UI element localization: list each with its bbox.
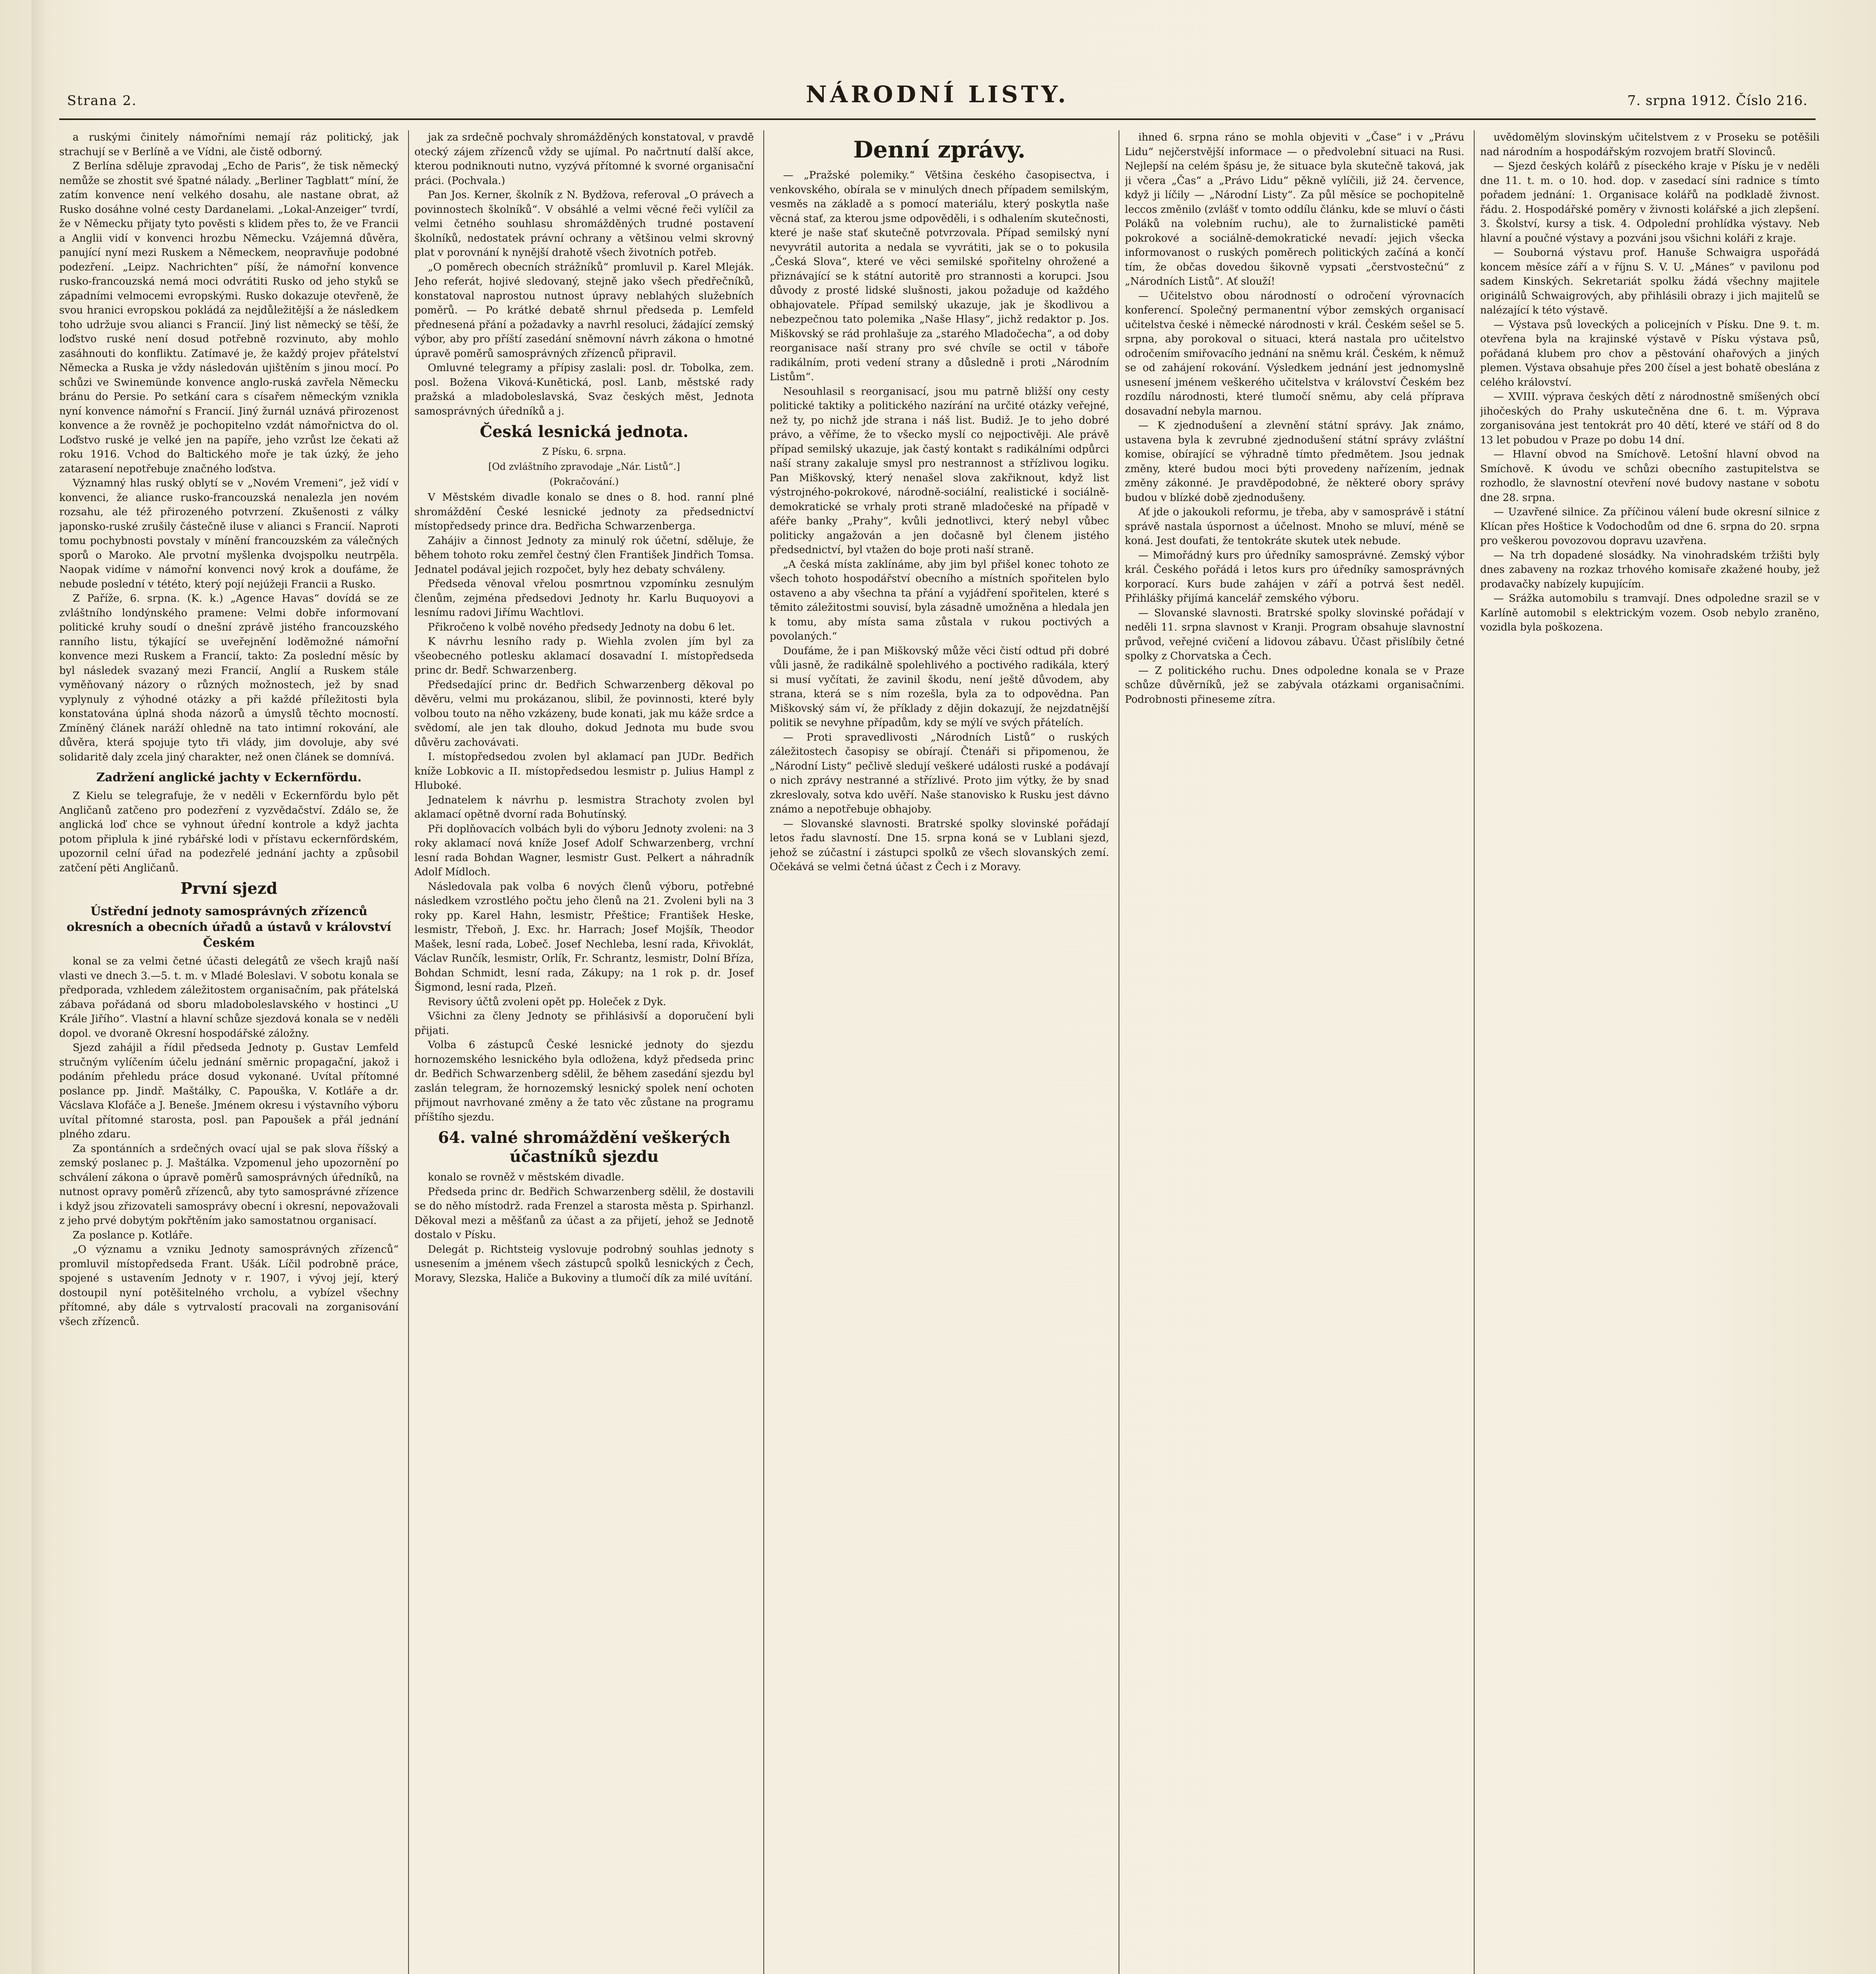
article-headline: Zadržení anglické jachty v Eckernfördu. xyxy=(96,771,362,784)
article-paragraph: — Z politického ruchu. Dnes odpoledne konala se v Praze schůze důvěrníků, jež se zabývala otázkami organisačními. Podrobnosti přineseme zítra. xyxy=(1125,664,1464,706)
article-paragraph: konalo se rovněž v městském divadle. xyxy=(428,1171,624,1183)
article-paragraph: Všichni za členy Jednoty se přihlásivší a doporučení byli přijati. xyxy=(414,1010,754,1037)
column-4 xyxy=(1125,130,1464,1974)
article-paragraph: Ať jde o jakoukoli reformu, je třeba, aby v samosprávě i státní správě nastala úspornost a účelnost. Mnoho se mluví, méně se koná. Jest doufati, že tentokráte skutek utek nebude. xyxy=(1125,506,1464,547)
article-paragraph: Předseda věnoval vřelou posmrtnou vzpomínku zesnulým členům, zejména předsedovi Jednoty hr. Karlu Buquoyovi a lesnímu radovi Jiřímu Wachtlovi. xyxy=(414,578,754,619)
article-paragraph: Významný hlas ruský oblytí se v „Novém Vremeni“, jež vidí v konvenci, že aliance rusko-francouzská nenalezla jen novém rozsahu, ale též přirozeného potvrzení. Zkušenosti z války japonsko-ruské zrušily částečně iluse v alianci s Francií. Naproti tomu pochybnosti povstaly v mínění francouzském za válečných sporů o Maroko. Ale prvotní myšlenka dvojspolku neutrpěla. Naopak vidíme v námořní konvenci nový krok a doufáme, že nebude poslední v tététo, který pojí nejúžeji Francii a Rusko. xyxy=(59,477,399,590)
article-paragraph: Z Paříže, 6. srpna. (K. k.) „Agence Havas“ dovídá se ze zvláštního londýnského pramene: Velmi dobře informovaní politické kruhy soudí o dnešní zprávě jistého francouzského ranního listu, týkající se uveřejnění loděmožné námořní konvence mezi Ruskem a Francií, takto: Za poslední měsíc by byl následek svazaný mezi Francií, Anglií a Ruskem stále vyměňovaný názory o různých možnostech, jež by snad vyplynuly z výhodné otázky a při každé příležitosti byla konstatována úplná shoda názorů a úmyslů těchto mocností. Zmíněný článek naráží ohledně na tato intimní rokování, ale důvěra, která spojuje tyto tři vlády, jim dovoluje, aby své solidaritě daly zcela jiný charakter, než onen článek se domnívá. xyxy=(59,593,399,763)
article-paragraph: Volba 6 zástupců České lesnické jednoty do sjezdu hornozemského lesnického byla odložena, když předseda princ dr. Bedřich Schwarzenberg sdělil, že během zasedání sjezdu byl zaslán telegram, že hornozemský lesnický spolek není ochoten přijmout navrhované změny a že tato věc zůstane na programu příštího sjezdu. xyxy=(414,1039,754,1123)
article-paragraph: I. místopředsedou zvolen byl aklamací pan JUDr. Bedřich kníže Lobkovic a II. místopředsedou lesmistr p. Julius Hampl z Hluboké. xyxy=(414,751,754,792)
header-rule xyxy=(59,118,1816,120)
article-paragraph: — Výstava psů loveckých a policejních v Písku. Dne 9. t. m. otevřena byla na krajinské výstavě v Písku výstava psů, pořádaná klubem pro chov a pěstování ohařových a jiných plemen. Výstava obsahuje přes 200 čísel a jest bohatě obeslána z celého království. xyxy=(1480,319,1820,388)
article-paragraph: — Učitelstvo obou národností o odročení výrovnacích konferencí. Společný permanentní výbor zemských organisací učitelstva české i německé národnosti v král. Českém sešel se 5. srpna, aby porokoval o situaci, která nastala pro učitelstvo odročením smiřovacího jednání na sněmu král. Českém, k němuž se od zahájení rokování. Výsledkem jednání jest jednomyslně usnesení jménem veškerého učitelstva v království Českém bez rozdílu národnosti, které tlumočí sněmu, aby celá příprava dosavadní nebyla marnou. xyxy=(1125,290,1464,417)
column-divider xyxy=(1474,130,1475,1974)
article-paragraph: — Uzavřené silnice. Za příčinou válení bude okresní silnice z Klícan přes Hoštice k Vodochodům od dne 6. srpna do 20. srpna pro veškerou povozovou dopravu uzavřena. xyxy=(1480,506,1820,547)
article-paragraph: Za spontánních a srdečných ovací ujal se pak slova říšský a zemský poslanec p. J. Maštálka. Vzpomenul jeho upozornění po schválení zákona o úpravě poměrů samosprávných úředníků, na nutnost opravy poměrů zřízenců, aby tyto samosprávné zřízence i když jsou zřizovateli samosprávy obecní i okresní, nepovažovali z jeho prvé dobytým pokřtěním jako samostatnou organisací. xyxy=(59,1143,399,1227)
article-paragraph: — Sjezd českých kolářů z píseckého kraje v Písku je v neděli dne 11. t. m. o 10. hod. dop. v zasedací síni radnice s tímto pořadem jednání: 1. Organisace kolářů na podkladě živnost. řádu. 2. Hospodářské poměry v živnosti kolářské a jich zlepšení. 3. Školství, kursy a tisk. 4. Odpolední prohlídka výstavy. Neb hlavní a poučné výstavy a pozváni jsou všichni koláři z kraje. xyxy=(1480,160,1820,244)
article-paragraph: ihned 6. srpna ráno se mohla objeviti v „Čase“ i v „Právu Lidu“ nejčerstvější informace — o předvolební situaci na Rusi. Nejlepší na celém špásu je, že situace byla skutečně taková, jak ji včera „Čas“ a „Právo Lidu“ pěkně vylíčili, již 24. července, když ji líčily — „Národní Listy“. Za půl měsíce se pochopitelně leccos změnilo (zvlášť v tomto oddílu článku, kde se mluví o části Poláků na volebním ruchu), ale to žurnalistické paměti pokrokové a sociálně-demokratické nevadí: jejich všecka informovanost o ruských poměrech politických začíná a končí tím, že občas dovedou šikovně vypsati „čerstvostečnú“ z „Národních Listů“. Ať slouží! xyxy=(1125,131,1464,287)
article-paragraph: — Hlavní obvod na Smíchově. Letošní hlavní obvod na Smíchově. K úvodu ve schůzi obecního zastupitelstva se rozhodlo, že slavnostní otevření nové budovy nastane v sobotu dne 28. srpna. xyxy=(1480,448,1820,504)
article-paragraph: Doufáme, že i pan Miškovský může věci čistí odtud při dobré vůli jasně, že radikálně spolehlivého a poctivého radikála, který si musí vyčítati, že zavinil škodu, není ještě důvodem, aby strana, která se s ním rozešla, byla za to odpovědna. Pan Miškovský sám ví, že příklady z dějin dokazují, že nejzdatnější politik se nevyhne případům, kdy se mýlí ve svých přátelích. xyxy=(770,645,1109,729)
article-paragraph: — Mimořádný kurs pro úředníky samosprávné. Zemský výbor král. Českého pořádá i letos kurs pro úředníky samosprávných korporací. Kurs bude zahájen v září a potrvá šest neděl. Přihlášky přijímá kancelář zemského výboru. xyxy=(1125,549,1464,604)
column-3 xyxy=(770,130,1109,1974)
page-header xyxy=(59,59,1816,114)
article-paragraph: — XVIII. výprava českých dětí z národnostně smíšených obcí jihočeských do Prahy uskutečněna dne 6. t. m. Výprava zorganisována jest tentokrát pro 40 dětí, které ve stáří od 8 do 13 let pobudou v Praze po dobu 14 dní. xyxy=(1480,391,1820,446)
article-paragraph: V Městském divadle konalo se dnes o 8. hod. ranní plné shromáždění České lesnické jednoty za předsednictví místopředsedy prince dra. Bedřicha Schwarzenberga. xyxy=(414,492,754,532)
issue-date: 7. srpna 1912. Číslo 216. xyxy=(1627,93,1808,109)
article-paragraph: Zahájiv a činnost Jednoty za minulý rok účetní, sděluje, že během tohoto roku zemřel čestný člen František Jindřich Tomsa. Jednatel podával jejich rozpočet, byly hez debaty schváleny. xyxy=(414,535,754,576)
article-paragraph: — Slovanské slavnosti. Bratrské spolky slovinské pořádají letos řadu slavností. Dne 15. srpna koná se v Lublani sjezd, jehož se zúčastní i zástupci spolků ze všech slovanských zemí. Očekává se velmi četná účast z Čech i z Moravy. xyxy=(770,818,1109,873)
section-heading: Denní zprávy. xyxy=(853,136,1026,163)
article-paragraph: Pan Jos. Kerner, školník z N. Bydžova, referoval „O právech a povinnostech školníků“. V obsáhlé a velmi věcné řeči vylíčil za velmi četného souhlasu shromážděných trudné postavení školníků, nedostatek právní ochrany a většinou velmi skrovný plat v porovnání k nynější drahotě všech životních potřeb. xyxy=(414,189,754,259)
article-paragraph: Delegát p. Richtsteig vyslovuje podrobný souhlas jednoty s usnesením a jménem všech zástupců spolků lesnických z Čech, Moravy, Slezska, Haliče a Bukoviny a tlumočí dík za milé uvítání. xyxy=(414,1243,754,1284)
article-paragraph: Z Kielu se telegrafuje, že v neděli v Eckernfördu bylo pět Angličanů zatčeno pro podezření z vyzvědačství. Zdálo se, že anglická loď chce se vyhnout úřední kontrole a když jachta potom připlula k jiné rybářské lodi v přístavu eckernfördském, upozornil celní úřad na podezřelé jednání jachty a způsobil zatčení pěti Angličanů. xyxy=(59,790,399,874)
page-fold-shadow xyxy=(32,0,47,1974)
article-paragraph: Při doplňovacích volbách byli do výboru Jednoty zvoleni: na 3 roky aklamací nová kníže Josef Adolf Schwarzenberg, vrchní lesní rada Bohdan Wagner, lesmistr Gust. Pelkert a náhradník Adolf Mídloch. xyxy=(414,823,754,878)
article-paragraph: „A česká místa zaklínáme, aby jim byl přišel konec tohoto ze všech tohoto hospodářství obecního a místních spořitelen bylo ostaveno a aby všechna ta přání a vyjádření spořitelen, které s těmito záležitostmi souvisí, byla zásadně umožněna a hledala jen k tomu, aby místa sama zůstala v rukou poctivých a povolaných.“ xyxy=(770,558,1109,642)
article-subline: Z Písku, 6. srpna. xyxy=(542,446,626,457)
article-paragraph: Sjezd zahájil a řídil předseda Jednoty p. Gustav Lemfeld stručným vylíčením účelu jednání směrnic propagační, jakož i podáním přehledu práce dosud vykonané. Uvítal přítomné poslance pp. Jindř. Maštálky, C. Papouška, V. Kotláře a dr. Vácslava Klofáče a J. Beneše. Jménem okresu i výstavního výboru uvítal přítomné starosta, posl. pan Papoušek a přál jednání plného zdaru. xyxy=(59,1042,399,1140)
article-paragraph: — Na trh dopadené slosádky. Na vinohradském tržišti byly dnes zabaveny na rozkaz trhového komisaře zkažené houby, jež prodavačky nabízely kupujícím. xyxy=(1480,549,1820,590)
column-1 xyxy=(59,130,399,1974)
article-paragraph: Omluvné telegramy a přípisy zaslali: posl. dr. Tobolka, zem. posl. Božena Viková-Kunětická, posl. Lanb, městské rady pražská a mladoboleslavská, Svaz českých měst, Jednota samosprávných úředníků a j. xyxy=(414,362,754,417)
article-paragraph: jak za srdečně pochvaly shromážděných konstatoval, v pravdě otecký zájem zřízenců vždy se ujímal. Po načrtnutí další akce, kterou podniknouti nutno, vyzývá přítomné k svorné organisační práci. (Pochvala.) xyxy=(414,131,754,187)
article-paragraph: — Srážka automobilu s tramvají. Dnes odpoledne srazil se v Karlíně automobil s elektrickým vozem. Osob nebylo zraněno, vozidla byla poškozena. xyxy=(1480,593,1820,633)
article-paragraph: „O významu a vzniku Jednoty samosprávných zřízenců“ promluvil místopředseda Frant. Ušák. Líčil podrobně práce, spojené s ustavením Jednoty v r. 1907, i vývoj její, který dostoupil nyní potěšitelného vrcholu, a vybízel všechny přítomné, aby dále s vytrvalostí pracovali na zorganisování všech zřízenců. xyxy=(59,1244,399,1328)
column-divider xyxy=(408,130,409,1974)
column-5 xyxy=(1480,130,1820,1974)
page-number: Strana 2. xyxy=(67,93,137,109)
column-divider xyxy=(763,130,764,1974)
article-title: První sjezd xyxy=(180,879,277,898)
article-paragraph: Jednatelem k návrhu p. lesmistra Strachoty zvolen byl aklamací opětně dvorní rada Bohutínský. xyxy=(414,794,754,820)
article-paragraph: Za poslance p. Kotláře. xyxy=(73,1229,193,1241)
article-paragraph: — Souborná výstavu prof. Hanuše Schwaigra uspořádá koncem měsíce září a v říjnu S. V. U. „Mánes“ v pavilonu pod sadem Kinských. Sekretariát spolku žádá všechny majitele originálů Schwaigrových, aby přihlásili obrazy i jich majitelů se nalézající k této výstavě. xyxy=(1480,247,1820,316)
article-subline: (Pokračování.) xyxy=(549,476,619,487)
article-paragraph: Přikročeno k volbě nového předsedy Jednoty na dobu 6 let. xyxy=(428,621,735,633)
article-headline: Ústřední jednoty samosprávných zřízenců okresních a obecních úřadů a ústavů v království Českém xyxy=(66,904,392,950)
article-paragraph: — Proti spravedlivosti „Národních Listů“ o ruských záležitostech časopisy se obírají. Čtenáři si připomenou, že „Národní Listy“ pečlivě sledují veškeré události ruské a podávají o nich zprávy nestranné a střízlivé. Proto jim výtky, že by snad zkreslovaly, sotva kdo uvěří. Naše stanovisko k Rusku jest dávno známo a nepotřebuje obhajoby. xyxy=(770,731,1109,815)
article-paragraph: Následovala pak volba 6 nových členů výboru, potřebné následkem vzrostlého počtu jeho členů na 21. Zvoleni byli na 3 roky pp. Karel Hahn, lesmistr, Přeštice; František Heske, lesmistr, Třeboň, J. Exc. hr. Harrach; Josef Mojšík, Theodor Mašek, lesní rada, Lobeč. Josef Nechleba, lesní rada, Křivoklát, Václav Runčík, lesmistr, Orlík, Fr. Schrantz, lesmistr, Dolní Bříza, Bohdan Schmidt, lesní rada, Zákupy; na 1 rok p. dr. Josef Šigmond, lesní rada, Plzeň. xyxy=(414,880,754,993)
article-paragraph: uvědomělým slovinským učitelstvem z v Proseku se potěšili nad národním a hospodářským rozvojem bratří Slovinců. xyxy=(1480,131,1820,158)
article-paragraph: „O poměrech obecních strážníků“ promluvil p. Karel Mleják. Jeho referát, hojivé sledovaný, stejně jako všech předřečníků, konstatoval naprostou nutnost úpravy neblahých služebních poměrů. — Po krátké debatě shrnul předseda p. Lemfeld přednesená přání a požadavky a navrhl resoluci, žádající zemský výbor, aby pro příští zasedání sněmovní návrh zákona o hmotné úpravě poměrů samosprávných zřízenců připravil. xyxy=(414,261,754,360)
article-subline: [Od zvláštního zpravodaje „Nár. Listů“.] xyxy=(488,461,680,472)
article-paragraph: Nesouhlasil s reorganisací, jsou mu patrně bližší ony cesty politické taktiky a politického nazírání na určité otázky veřejné, než ty, po nichž jde strana i náš list. Budiž. Je to jeho dobré právo, a věříme, že to všecko myslí co nejpoctivěji. Ale právě případ semilský ukazuje, jak častý kontakt s radikálními odpůrci naší strany zakaluje smysl pro nestrannost a střízlivou logiku. Pan Miškovský, který nenašel slova zakřiknout, když list výstrojného-pokrokové, národně-sociální, realistické i sociálně-demokratické se vrhaly proti straně mladočeské na případě v aféře banky „Prahy“, kvůli jednotlivci, který nebyl vůbec politicky angažován a jen dočasně byl členem jistého předsednictví, byl vtažen do boje proti naší straně. xyxy=(770,385,1109,556)
article-paragraph: — Slovanské slavnosti. Bratrské spolky slovinské pořádají v neděli 11. srpna slavnost v Kranji. Program obsahuje slavnostní průvod, veřejné cvičení a lidovou zábavu. Účast přislíbily četné spolky z Chorvatska a Čech. xyxy=(1125,607,1464,662)
masthead-title: NÁRODNÍ LISTY. xyxy=(806,81,1069,108)
article-title: Česká lesnická jednota. xyxy=(480,422,689,441)
article-paragraph: K návrhu lesního rady p. Wiehla zvolen jím byl za všeobecného potlesku aklamací dosavadní I. místopředseda princ dr. Bedř. Schwarzenberg. xyxy=(414,636,754,676)
column-2 xyxy=(414,130,754,1974)
article-paragraph: Z Berlína sděluje zpravodaj „Echo de Paris“, že tisk německý nemůže se zhostit své špatné nálady. „Berliner Tagblatt“ míní, že zatím konvence není velkého dosahu, ale nastane obrat, až Rusko dosáhne volné cesty Dardanelami. „Lokal-Anzeiger“ tvrdí, že v Německu přijaty tyto pověsti s klidem přes to, že ve Francii a Anglii vidí v konvenci hrozbu Německu. Vzájemná důvěra, panující nyní mezi Ruskem a Německem, neopravňuje podobné podezření. „Leipz. Nachrichten“ píší, že námořní konvence rusko-francouzská nemá moci odvrátiti Rusko od jeho styků se západními velmocemi evropskými. Rusko dokazuje otevřeně, že svou hranici evropskou pokládá za nejdůležitější a že následkem toho udržuje svou alianci s Francií. Jiný list německý se těší, že loďstvo ruské není dosud potřebně rozvinuto, aby mohlo zasáhnouti do konfliktu. Zatímavé je, že každý projev přátelství Německa a Ruska je vždy následován ujištěním s jinou mocí. Po schůzi ve Swinemünde konvence anglo-ruská zavřela Německu bránu do Persie. Po setkání cara s císařem německým vznikla nyní konvence námořní s Francií. Jiný žurnál uznává přirozenost konvence a že rovněž je pochopitelno vzdát námořnictva do ol. Loďstvo ruské je velké jen na papíře, jeho vzrůst lze čekati až roku 1916. Vchod do Baltického moře je tak úzký, že jeho zatarasení nepotřebuje značného loďstva. xyxy=(59,160,399,475)
article-paragraph: — K zjednodušení a zlevnění státní správy. Jak známo, ustavena byla k zevrubné zjednodušení státní správy zvláštní komise, obírající se výhradně tímto předmětem. Jsou jednak změny, které budou moci býti provedeny nařízením, jednak změny zákonné. Je pravděpodobné, že některé obory správy budou v blízké době zjednodušeny. xyxy=(1125,420,1464,504)
article-paragraph: — „Pražské polemiky.“ Většina českého časopisectva, i venkovského, obírala se v minulých dnech případem semilským, vesměs na základě a s pomocí materiálu, který poskytla naše věcná stať, za kterou jsme odpověděli, i s odhalením skutečnosti, které je naše stať skutečně potvrzovala. Případ semilský nyní nevyvrátil autorita a nedala se vyvrátiti, jak se o to pokusila „Česká Slova“, které ve věci semilské spořitelny ohrožené a přiznávající se k státní autoritě pro strannosti a korupci. Jsou důvody z prosté lidské slušnosti, jakou požaduje od každého obhajovatele. Případ semilský ukazuje, jak je škodlivou a nebezpečnou tato polemika „Naše Hlasy“, jichž redaktor p. Jos. Miškovský se rád prohlašuje za „starého Mladočecha“, a od doby reorganisace naší strany pro své chvíle se octil v táboře radikálním, proti vedení strany a důsledně i proti „Národním Listům“. xyxy=(770,169,1109,383)
article-paragraph: Předseda princ dr. Bedřich Schwarzenberg sdělil, že dostavili se do něho místodrž. rada Frenzel a starosta města p. Spirhanzl. Děkoval mezi a měšťanů za účast a za přijetí, jehož se Jednotě dostalo v Písku. xyxy=(414,1186,754,1241)
article-paragraph: a ruskými činitely námořními nemají ráz politický, jak strachují se v Berlíně a ve Vídni, ale čistě odborný. xyxy=(59,131,399,158)
article-paragraph: Revisory účtů zvoleni opět pp. Holeček z Dyk. xyxy=(428,996,666,1008)
article-paragraph: konal se za velmi četné účasti delegátů ze všech krajů naší vlasti ve dnech 3.—5. t. m. v Mladé Boleslavi. V sobotu konala se předporada, vzhledem záležitostem organisačním, pak přátelská zábava pořádaná od sboru mladoboleslavského v hostinci „U Krále Jiřího“. Vlastní a hlavní schůze sjezdová konala se v neděli dopol. ve dvoraně Okresní hospodářské záložny. xyxy=(59,955,399,1040)
article-title: 64. valné shromáždění veškerých účastníků sjezdu xyxy=(438,1128,731,1166)
article-paragraph: Předsedající princ dr. Bedřich Schwarzenberg děkoval po děvěru, velmi mu prokázanou, slibil, že povinnosti, které byly volbou touto na něho vzkázeny, bude konati, jak mu káže srdce a svědomí, ale jen tak dlouho, dokud Jednota mu bude svou důvěru zachovávati. xyxy=(414,679,754,749)
